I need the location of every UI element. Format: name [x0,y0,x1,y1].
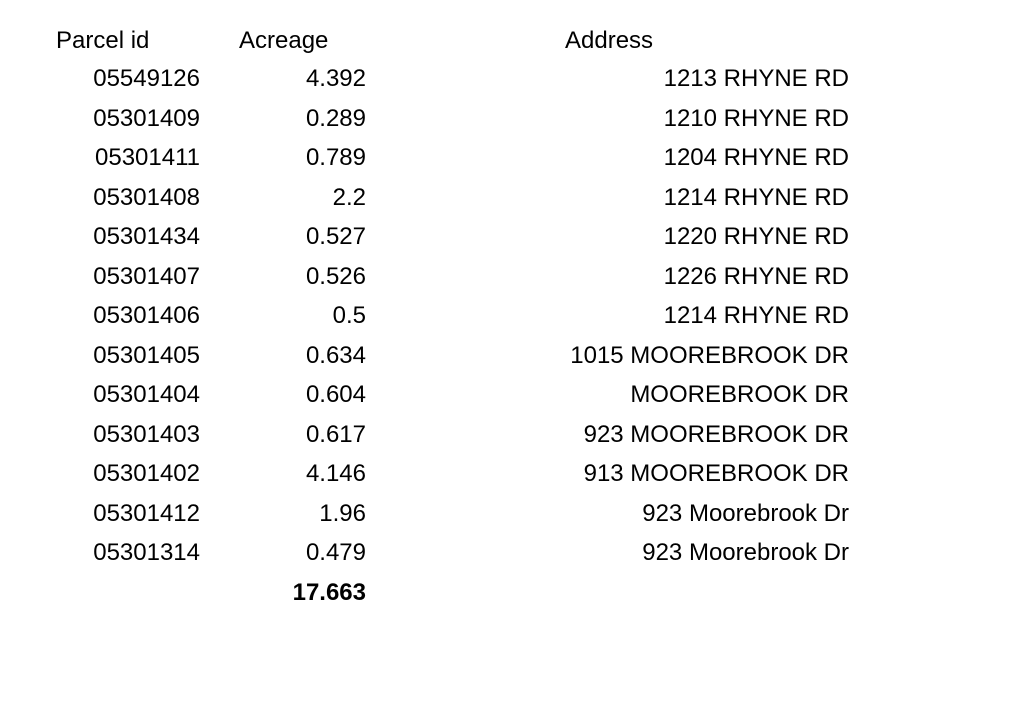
acreage-cell: 4.392 [305,65,366,92]
table-row [0,499,1024,539]
header-address: Address [565,27,654,54]
address-cell: 1213 RHYNE RD [663,65,849,92]
acreage-cell: 0.789 [305,144,366,171]
acreage-cell: 0.5 [332,302,366,329]
parcel-id-cell: 05301314 [93,539,200,566]
address-cell: 1210 RHYNE RD [663,104,849,132]
parcel-id-cell: 05301402 [93,460,200,487]
table-row [0,341,1024,381]
address-cell: 923 MOOREBROOK DR [583,420,849,448]
header-acreage: Acreage [239,27,329,54]
table-row [0,143,1024,183]
acreage-cell: 0.617 [305,420,366,448]
acreage-cell: 0.526 [305,262,366,290]
address-cell: 913 MOOREBROOK DR [583,460,849,487]
acreage-cell: 0.479 [305,539,366,566]
table-row [0,301,1024,341]
table-row [0,104,1024,144]
parcel-id-cell: 05549126 [93,65,200,92]
table-row [0,262,1024,302]
acreage-cell: 0.289 [305,104,366,132]
parcel-id-cell: 05301412 [93,499,200,527]
parcel-id-cell: 05301411 [95,144,200,171]
parcel-id-cell: 05301407 [93,262,200,290]
table-row [0,538,1024,578]
table-row [0,64,1024,104]
parcel-id-cell: 05301405 [93,341,200,369]
total-acreage: 17.663 [292,579,366,606]
header-parcel-id: Parcel id [56,27,150,54]
address-cell: 1220 RHYNE RD [663,223,849,250]
address-cell: 923 Moorebrook Dr [642,539,849,566]
table-row [0,380,1024,420]
address-cell: 1226 RHYNE RD [663,262,849,290]
parcel-id-cell: 05301403 [93,420,200,448]
table-row [0,183,1024,223]
address-cell: 1214 RHYNE RD [663,183,849,211]
acreage-cell: 1.96 [319,499,366,527]
acreage-cell: 0.634 [305,341,366,369]
acreage-cell: 0.604 [305,381,366,408]
address-cell: MOOREBROOK DR [630,381,849,408]
parcel-id-cell: 05301434 [93,223,200,250]
table-body [0,64,1024,578]
table-row [0,459,1024,499]
parcel-id-cell: 05301408 [93,183,200,211]
address-cell: 1204 RHYNE RD [663,144,849,171]
acreage-cell: 2.2 [332,183,366,211]
parcel-id-cell: 05301409 [93,104,200,132]
table-row [0,222,1024,262]
address-cell: 1214 RHYNE RD [663,302,849,329]
parcel-id-cell: 05301406 [93,302,200,329]
acreage-cell: 4.146 [305,460,366,487]
acreage-cell: 0.527 [305,223,366,250]
address-cell: 923 Moorebrook Dr [642,499,849,527]
table-row [0,420,1024,460]
parcel-id-cell: 05301404 [93,381,200,408]
address-cell: 1015 MOOREBROOK DR [570,341,849,369]
